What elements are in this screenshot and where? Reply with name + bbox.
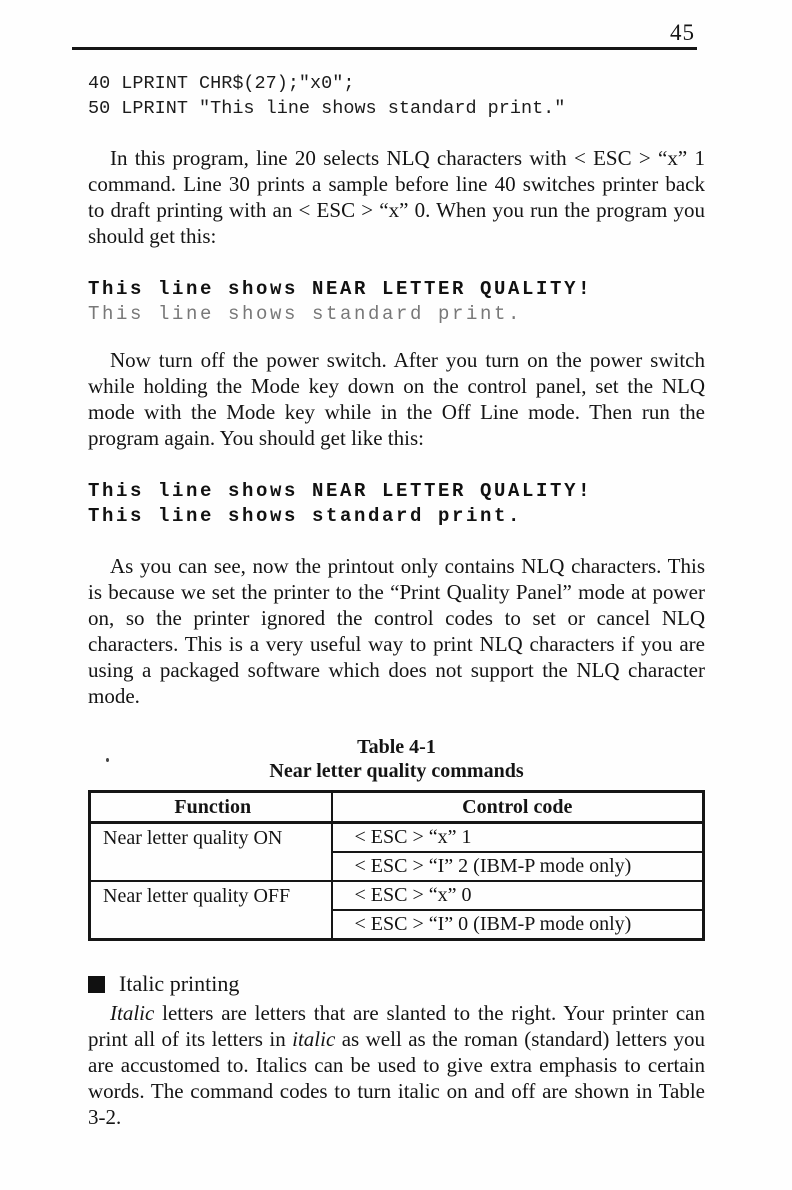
cell-function-on: Near letter quality ON <box>90 823 332 882</box>
table-row <box>90 881 704 910</box>
table-caption-number: Table 4-1 <box>357 736 436 758</box>
body-paragraph-3: As you can see, now the printout only contains NLQ characters. This is because we set the printer to the “Print Quality Panel” mode at power on, so the printer ignored the control codes to set or cancel NLQ characters. This is a very useful way to print NLQ characters if you are using a packaged software which does not support the NLQ character mode. <box>88 554 705 708</box>
cell-code-on-1: < ESC > “x” 1 <box>332 823 704 853</box>
cell-code-off-2: < ESC > “I” 0 (IBM-P mode only) <box>332 910 704 940</box>
italic-printing-heading <box>88 971 705 997</box>
sample2-line-1: This line shows NEAR LETTER QUALITY! <box>88 480 593 502</box>
table-caption-title: Near letter quality commands <box>269 760 524 782</box>
code-line-40: 40 LPRINT CHR$(27);"x0"; <box>88 73 355 94</box>
sample1-nlq-line: This line shows NEAR LETTER QUALITY! <box>88 278 593 300</box>
page-header <box>0 0 792 46</box>
italic-run: Italic <box>110 1001 155 1025</box>
col-header-control-code: Control code <box>332 792 704 823</box>
header-rule <box>72 47 697 50</box>
code-line-50: 50 LPRINT "This line shows standard print." <box>88 98 566 119</box>
print-sample-2 <box>88 479 705 529</box>
sample1-draft-line: This line shows standard print. <box>88 303 523 325</box>
square-bullet-icon <box>88 976 105 993</box>
cell-code-on-2: < ESC > “I” 2 (IBM-P mode only) <box>332 852 704 881</box>
italic-run: italic <box>292 1027 336 1051</box>
text-run: as well as the roman (standard) letters you are accustomed to. Italics can be used to give extra emphasis to certain words. The command codes to turn italic on and off are shown in Table 3-2. <box>88 1027 705 1129</box>
cell-code-off-1: < ESC > “x” 0 <box>332 881 704 910</box>
print-sample-1 <box>88 277 705 327</box>
scan-artifact-dot <box>106 758 109 762</box>
col-header-function: Function <box>90 792 332 823</box>
table-row <box>90 823 704 853</box>
basic-code-listing <box>88 71 705 121</box>
body-paragraph-1: In this program, line 20 selects NLQ characters with < ESC > “x” 1 command. Line 30 prints a sample before line 40 switches printer back to draft printing with an < ESC > “x” 0. When you run the program you should get this: <box>88 146 705 248</box>
table-header-row <box>90 792 704 823</box>
section-heading-label: Italic printing <box>119 971 240 996</box>
body-paragraph-2: Now turn off the power switch. After you turn on the power switch while holding the Mode key down on the control panel, set the NLQ mode with the Mode key while in the Off Line mode. Then run the program again. You should get like this: <box>88 348 705 450</box>
sample2-line-2: This line shows standard print. <box>88 505 523 527</box>
table-caption <box>88 735 705 783</box>
page-number: 45 <box>670 20 695 45</box>
cell-function-off: Near letter quality OFF <box>90 881 332 940</box>
page-content <box>0 71 792 1130</box>
italic-section-paragraph <box>88 1000 705 1130</box>
nlq-commands-table <box>88 790 705 941</box>
text-run: letters are letters that are slanted to the right. Your printer can print all of its letters in <box>88 1001 705 1051</box>
